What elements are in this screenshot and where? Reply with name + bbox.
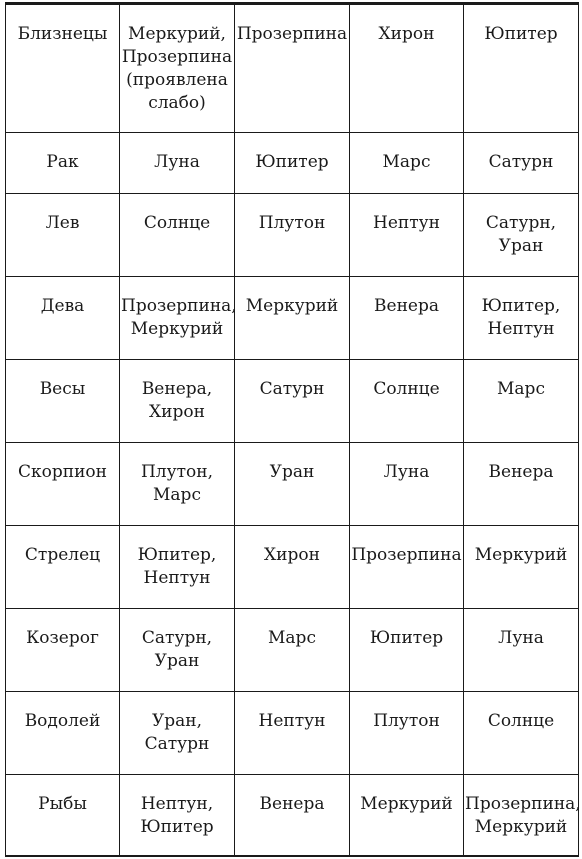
table-row — [6, 609, 579, 692]
zodiac-planet-table-container — [5, 2, 581, 856]
table-cell: Прозерпина — [350, 526, 464, 609]
sign-cell: Козерог — [6, 609, 120, 692]
table-cell: Юпитер, Нептун — [120, 526, 235, 609]
table-row — [6, 194, 579, 277]
table-cell: Хирон — [235, 526, 350, 609]
table-cell: Сатурн, Уран — [120, 609, 235, 692]
table-row — [6, 360, 579, 443]
table-cell: Юпитер — [350, 609, 464, 692]
table-cell: Марс — [235, 609, 350, 692]
table-cell: Венера — [350, 277, 464, 360]
sign-cell: Лев — [6, 194, 120, 277]
table-cell: Юпитер — [235, 133, 350, 194]
table-cell: Уран, Сатурн — [120, 692, 235, 775]
table-cell: Венера, Хирон — [120, 360, 235, 443]
table-cell: Солнце — [464, 692, 579, 775]
table-cell: Сатурн, Уран — [464, 194, 579, 277]
table-cell: Меркурий — [235, 277, 350, 360]
table-row — [6, 277, 579, 360]
table-row — [6, 526, 579, 609]
table-row — [6, 775, 579, 856]
table-cell: Луна — [464, 609, 579, 692]
table-cell: Меркурий, Прозерпина (проявлена слабо) — [120, 4, 235, 133]
table-cell: Меркурий — [464, 526, 579, 609]
table-row — [6, 443, 579, 526]
sign-cell: Рыбы — [6, 775, 120, 856]
table-cell: Прозерпина — [235, 4, 350, 133]
table-cell: Хирон — [350, 4, 464, 133]
table-cell: Юпитер, Нептун — [464, 277, 579, 360]
table-cell: Сатурн — [464, 133, 579, 194]
table-cell: Нептун, Юпитер — [120, 775, 235, 856]
table-cell: Марс — [350, 133, 464, 194]
table-cell: Сатурн — [235, 360, 350, 443]
table-cell: Марс — [464, 360, 579, 443]
table-cell: Луна — [120, 133, 235, 194]
table-cell: Меркурий — [350, 775, 464, 856]
table-cell: Солнце — [350, 360, 464, 443]
sign-cell: Дева — [6, 277, 120, 360]
table-row — [6, 4, 579, 133]
table-row — [6, 133, 579, 194]
table-cell: Плутон — [235, 194, 350, 277]
sign-cell: Рак — [6, 133, 120, 194]
table-cell: Плутон — [350, 692, 464, 775]
table-cell: Венера — [235, 775, 350, 856]
table-cell: Юпитер — [464, 4, 579, 133]
sign-cell: Весы — [6, 360, 120, 443]
sign-cell: Водолей — [6, 692, 120, 775]
table-cell: Прозерпина, Меркурий — [464, 775, 579, 856]
table-cell: Венера — [464, 443, 579, 526]
table-cell: Луна — [350, 443, 464, 526]
table-row — [6, 692, 579, 775]
table-cell: Прозерпина, Меркурий — [120, 277, 235, 360]
table-cell: Нептун — [235, 692, 350, 775]
sign-cell: Стрелец — [6, 526, 120, 609]
sign-cell: Скорпион — [6, 443, 120, 526]
table-cell: Солнце — [120, 194, 235, 277]
table-cell: Плутон, Марс — [120, 443, 235, 526]
table-cell: Уран — [235, 443, 350, 526]
table-cell: Нептун — [350, 194, 464, 277]
zodiac-planet-table — [5, 2, 579, 857]
sign-cell: Близнецы — [6, 4, 120, 133]
